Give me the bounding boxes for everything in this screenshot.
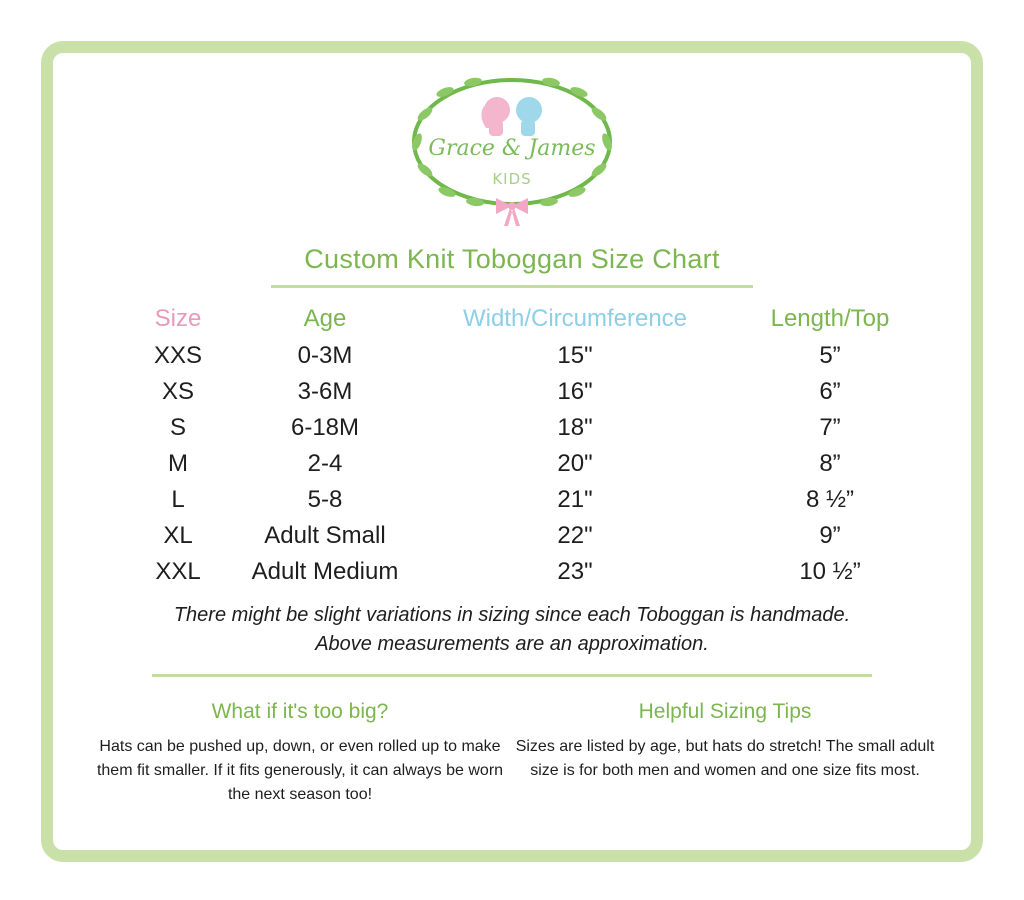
section-divider [152, 674, 872, 677]
cell-length: 8 ½” [805, 486, 855, 513]
header-length: Length/Top [770, 305, 890, 332]
brand-logo [405, 66, 619, 230]
sizing-tips-text: Sizes are listed by age, but hats do stretch! The small adult size is for both men and women and one size fits most. [515, 738, 935, 779]
header-size: Size [154, 305, 202, 332]
too-big-title: What if it's too big? [211, 700, 389, 723]
title-divider [271, 285, 753, 288]
page-title: Custom Knit Toboggan Size Chart [304, 244, 720, 274]
cell-age: 0-3M [297, 342, 353, 369]
header-age: Age [303, 305, 347, 332]
cell-length: 7” [819, 414, 841, 441]
cell-size: S [169, 414, 186, 441]
cell-length: 10 ½” [799, 558, 861, 585]
cell-width: 18" [557, 414, 593, 441]
cell-size: M [168, 450, 188, 477]
cell-width: 23" [557, 558, 593, 585]
too-big-text: Hats can be pushed up, down, or even rolled up to make them fit smaller. If it fits generously, it can always be worn the next season too! [96, 738, 504, 803]
cell-size: XXL [155, 558, 201, 585]
cell-width: 16" [557, 378, 593, 405]
sizing-tips-title: Helpful Sizing Tips [638, 700, 812, 723]
cell-size: L [171, 486, 185, 513]
cell-age: Adult Medium [251, 558, 399, 585]
cell-width: 15" [557, 342, 593, 369]
logo-name: Grace & James [428, 136, 596, 161]
header-width: Width/Circumference [462, 305, 688, 332]
silhouette-boy-icon [516, 97, 542, 136]
cell-size: XL [163, 522, 193, 549]
cell-age: 6-18M [290, 414, 360, 441]
note-line-2: Above measurements are an approximation. [315, 633, 709, 655]
cell-age: Adult Small [264, 522, 386, 549]
cell-size: XS [161, 378, 194, 405]
cell-length: 9” [819, 522, 841, 549]
cell-width: 22" [557, 522, 593, 549]
note-line-1: There might be slight variations in sizing since each Toboggan is handmade. [173, 604, 851, 626]
cell-length: 6” [819, 378, 841, 405]
cell-age: 5-8 [307, 486, 343, 513]
cell-width: 21" [557, 486, 593, 513]
cell-width: 20" [557, 450, 593, 477]
cell-length: 8” [819, 450, 841, 477]
cell-size: XXS [153, 342, 203, 369]
cell-length: 5” [819, 342, 841, 369]
cell-age: 2-4 [307, 450, 343, 477]
cell-age: 3-6M [297, 378, 353, 405]
bow-icon [496, 198, 528, 226]
logo-sub: KIDS [492, 170, 532, 188]
silhouette-girl-icon [481, 97, 510, 136]
